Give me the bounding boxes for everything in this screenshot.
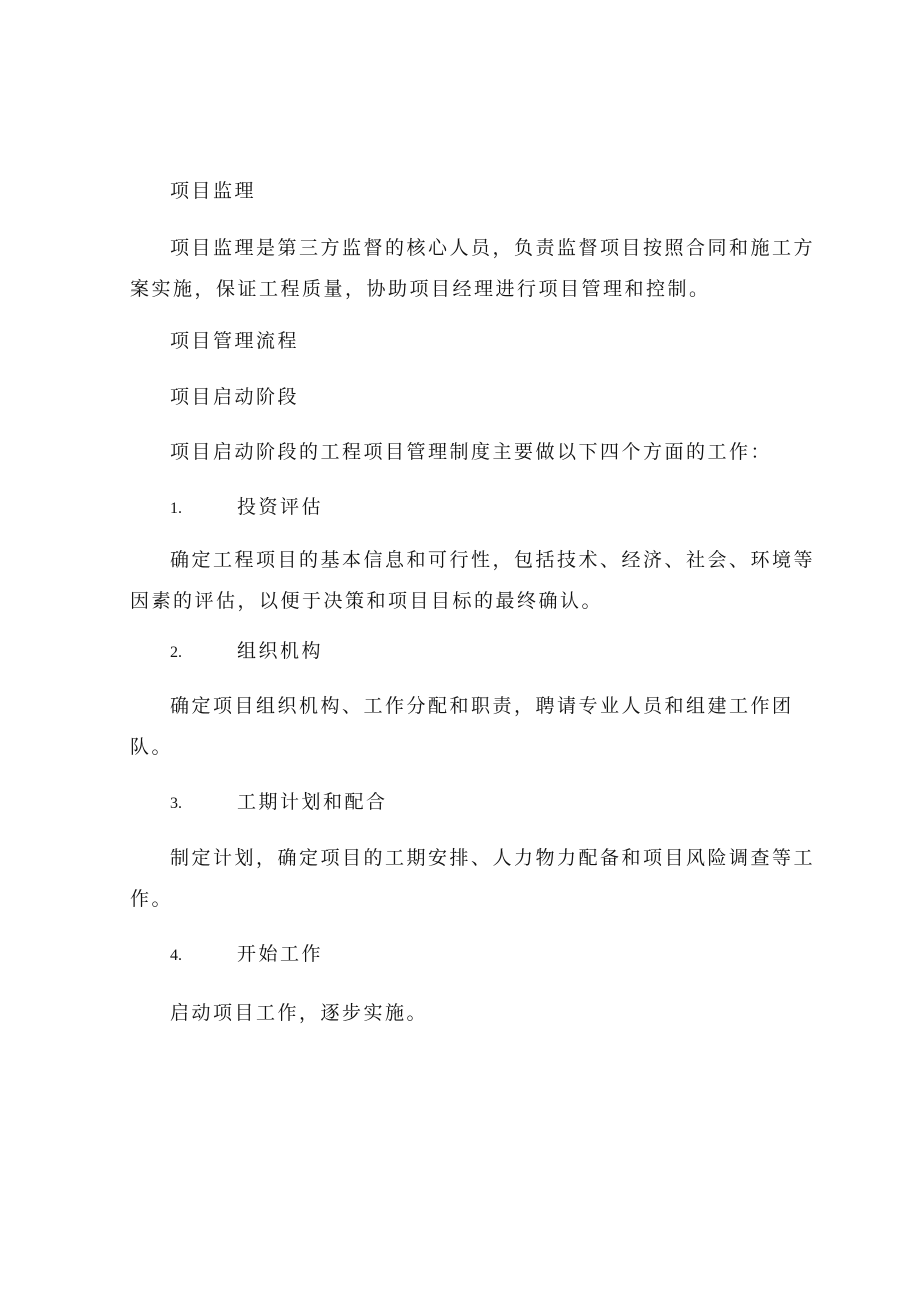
list-item-description-line-2: 队。 [130,736,174,758]
paragraph-supervision-line-2: 案实施，保证工程质量，协助项目经理进行项目管理和控制。 [130,278,711,300]
heading-project-supervision: 项目监理 [170,180,257,202]
list-item-title: 组织机构 [237,640,324,662]
heading-management-process: 项目管理流程 [170,330,300,352]
list-item-number: 4. [170,947,182,964]
list-item-title: 投资评估 [237,496,324,518]
list-item-description-line-1: 启动项目工作，逐步实施。 [170,1002,429,1024]
list-item-description-line-1: 确定项目组织机构、工作分配和职责，聘请专业人员和组建工作团 [170,695,794,717]
list-item-number: 2. [170,644,182,661]
list-item-description-line-1: 确定工程项目的基本信息和可行性，包括技术、经济、社会、环境等 [170,549,816,571]
list-item-title: 开始工作 [237,943,324,965]
heading-start-phase: 项目启动阶段 [170,386,300,408]
list-item-number: 3. [170,795,182,812]
paragraph-supervision-line-1: 项目监理是第三方监督的核心人员，负责监督项目按照合同和施工方 [170,237,816,259]
list-item-title: 工期计划和配合 [237,791,388,813]
list-item-description-line-2: 作。 [130,888,174,910]
list-item-description-line-1: 制定计划，确定项目的工期安排、人力物力配备和项目风险调查等工 [170,847,816,869]
list-item-number: 1. [170,500,182,517]
list-item-description-line-2: 因素的评估，以便于决策和项目目标的最终确认。 [130,590,604,612]
paragraph-start-intro: 项目启动阶段的工程项目管理制度主要做以下四个方面的工作： [170,441,773,463]
